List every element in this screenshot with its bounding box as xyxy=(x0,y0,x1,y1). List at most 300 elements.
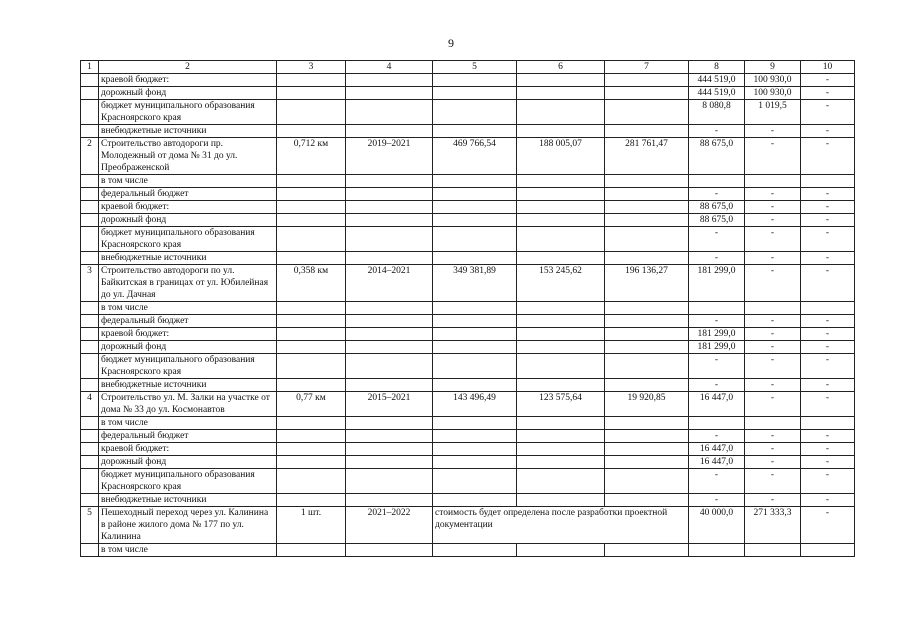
table-row xyxy=(81,544,855,557)
table-cell-col-4 xyxy=(346,430,433,443)
table-cell-col-7 xyxy=(605,469,689,494)
table-cell-col-9: - xyxy=(745,227,801,252)
table-cell-col-8: - xyxy=(689,430,745,443)
table-row xyxy=(81,302,855,315)
table-cell-col-2: федеральный бюджет xyxy=(99,315,277,328)
table-cell-col-8: 181 299,0 xyxy=(689,265,745,302)
table-cell-col-1 xyxy=(81,74,99,87)
table-cell-col-3 xyxy=(277,341,346,354)
table-cell-col-5 xyxy=(433,188,517,201)
table-cell-col-9: 100 930,0 xyxy=(745,74,801,87)
table-cell-col-3 xyxy=(277,125,346,138)
table-cell-col-10 xyxy=(801,544,855,557)
table-row xyxy=(81,138,855,175)
table-cell-col-4 xyxy=(346,456,433,469)
table-row xyxy=(81,341,855,354)
table-cell-col-2: дорожный фонд xyxy=(99,87,277,100)
table-row xyxy=(81,430,855,443)
table-cell-col-2: краевой бюджет: xyxy=(99,443,277,456)
table-cell-col-9: - xyxy=(745,379,801,392)
table-cell-col-8: 88 675,0 xyxy=(689,214,745,227)
table-cell-col-5 xyxy=(433,354,517,379)
table-cell-col-10: - xyxy=(801,138,855,175)
table-cell-col-7 xyxy=(605,201,689,214)
table-row xyxy=(81,175,855,188)
table-cell-col-4 xyxy=(346,100,433,125)
table-cell-col-5 xyxy=(433,252,517,265)
table-cell-col-4 xyxy=(346,125,433,138)
table-cell-col-4 xyxy=(346,341,433,354)
table-cell-col-6 xyxy=(517,315,605,328)
table-cell-col-7 xyxy=(605,252,689,265)
table-cell-col-9: - xyxy=(745,494,801,507)
table-cell-col-6 xyxy=(517,354,605,379)
table-cell-col-5 xyxy=(433,227,517,252)
table-cell-col-10: - xyxy=(801,328,855,341)
table-row xyxy=(81,214,855,227)
column-header: 6 xyxy=(517,61,605,74)
table-cell-col-4 xyxy=(346,443,433,456)
table-cell-col-9: - xyxy=(745,201,801,214)
table-cell-col-1 xyxy=(81,315,99,328)
table-cell-col-2: внебюджетные источники xyxy=(99,379,277,392)
table-row xyxy=(81,201,855,214)
table-cell-col-4 xyxy=(346,175,433,188)
table-cell-col-1: 5 xyxy=(81,507,99,544)
table-cell-col-5 xyxy=(433,544,517,557)
table-cell-col-7 xyxy=(605,494,689,507)
table-cell-col-1 xyxy=(81,302,99,315)
table-cell-col-9 xyxy=(745,175,801,188)
table-cell-col-5 xyxy=(433,302,517,315)
table-cell-col-1 xyxy=(81,354,99,379)
table-cell-col-7 xyxy=(605,74,689,87)
table-cell-col-4 xyxy=(346,494,433,507)
table-cell-col-5 xyxy=(433,87,517,100)
table-cell-col-3 xyxy=(277,74,346,87)
table-cell-col-5 xyxy=(433,430,517,443)
table-row xyxy=(81,252,855,265)
table-row xyxy=(81,507,855,544)
table-cell-col-1 xyxy=(81,379,99,392)
table-cell-col-2: внебюджетные источники xyxy=(99,125,277,138)
table-cell-col-6: 123 575,64 xyxy=(517,392,605,417)
table-cell-col-2: дорожный фонд xyxy=(99,456,277,469)
table-cell-col-1 xyxy=(81,443,99,456)
column-header: 2 xyxy=(99,61,277,74)
table-cell-col-1 xyxy=(81,469,99,494)
table-cell-col-4 xyxy=(346,252,433,265)
table-cell-col-10: - xyxy=(801,214,855,227)
table-cell-col-10: - xyxy=(801,341,855,354)
table-cell-col-10: - xyxy=(801,456,855,469)
table-cell-col-9: - xyxy=(745,252,801,265)
table-cell-col-7 xyxy=(605,214,689,227)
table-row xyxy=(81,328,855,341)
table-cell-col-7 xyxy=(605,315,689,328)
budget-table xyxy=(80,60,855,557)
table-row xyxy=(81,379,855,392)
table-cell-col-1: 2 xyxy=(81,138,99,175)
table-cell-col-10: - xyxy=(801,188,855,201)
table-cell-col-4 xyxy=(346,201,433,214)
table-cell-col-5 xyxy=(433,175,517,188)
table-cell-col-9 xyxy=(745,544,801,557)
table-cell-col-1 xyxy=(81,456,99,469)
table-cell-col-10: - xyxy=(801,354,855,379)
table-cell-col-7 xyxy=(605,417,689,430)
table-cell-col-10: - xyxy=(801,125,855,138)
table-cell-col-3 xyxy=(277,328,346,341)
table-cell-col-8: 8 080,8 xyxy=(689,100,745,125)
table-cell-col-3 xyxy=(277,214,346,227)
table-cell-col-1: 3 xyxy=(81,265,99,302)
table-cell-col-7 xyxy=(605,125,689,138)
table-cell-col-5 xyxy=(433,469,517,494)
header-row xyxy=(81,61,855,74)
table-cell-col-7: 196 136,27 xyxy=(605,265,689,302)
table-cell-col-8: 16 447,0 xyxy=(689,392,745,417)
table-cell-col-2: Пешеходный переход через ул. Калинина в районе жилого дома № 177 по ул. Калинина xyxy=(99,507,277,544)
table-cell-col-3 xyxy=(277,469,346,494)
table-cell-col-2: краевой бюджет: xyxy=(99,201,277,214)
table-cell-col-8: - xyxy=(689,252,745,265)
table-cell-col-3 xyxy=(277,227,346,252)
table-cell-col-7 xyxy=(605,188,689,201)
table-cell-col-8: - xyxy=(689,315,745,328)
table-cell-col-7: 281 761,47 xyxy=(605,138,689,175)
table-row xyxy=(81,443,855,456)
table-cell-col-1 xyxy=(81,328,99,341)
table-cell-col-8: - xyxy=(689,125,745,138)
table-cell-col-5 xyxy=(433,417,517,430)
table-cell-col-10: - xyxy=(801,507,855,544)
table-cell-col-6 xyxy=(517,494,605,507)
table-cell-col-10: - xyxy=(801,379,855,392)
table-cell-col-1 xyxy=(81,341,99,354)
table-cell-col-7 xyxy=(605,443,689,456)
table-cell-col-7 xyxy=(605,354,689,379)
table-cell-col-4 xyxy=(346,87,433,100)
table-cell-col-9: - xyxy=(745,125,801,138)
table-cell-col-10: - xyxy=(801,469,855,494)
table-cell-col-9 xyxy=(745,302,801,315)
table-cell-col-3 xyxy=(277,315,346,328)
table-row xyxy=(81,188,855,201)
table-cell-col-8: 16 447,0 xyxy=(689,456,745,469)
table-cell-col-2: федеральный бюджет xyxy=(99,430,277,443)
table-cell-col-5 xyxy=(433,456,517,469)
column-header: 8 xyxy=(689,61,745,74)
table-cell-col-3: 1 шт. xyxy=(277,507,346,544)
table-cell-col-1 xyxy=(81,125,99,138)
table-cell-col-2: бюджет муниципального образования Красноярского края xyxy=(99,227,277,252)
table-cell-col-9 xyxy=(745,417,801,430)
table-cell-col-6: 153 245,62 xyxy=(517,265,605,302)
table-row xyxy=(81,469,855,494)
table-cell-col-5: 143 496,49 xyxy=(433,392,517,417)
table-cell-col-6 xyxy=(517,302,605,315)
table-cell-col-3 xyxy=(277,100,346,125)
table-body xyxy=(81,61,855,557)
table-row xyxy=(81,417,855,430)
column-header: 7 xyxy=(605,61,689,74)
table-cell-col-2: в том числе xyxy=(99,175,277,188)
table-cell-col-3 xyxy=(277,354,346,379)
table-cell-col-6 xyxy=(517,430,605,443)
table-cell-col-8: - xyxy=(689,469,745,494)
table-cell-col-4 xyxy=(346,227,433,252)
table-cell-col-6 xyxy=(517,188,605,201)
table-cell-col-9: 100 930,0 xyxy=(745,87,801,100)
table-cell-col-8: - xyxy=(689,188,745,201)
table-row xyxy=(81,100,855,125)
table-cell-col-10 xyxy=(801,175,855,188)
table-cell-col-10: - xyxy=(801,252,855,265)
table-cell-col-4 xyxy=(346,214,433,227)
table-cell-col-10: - xyxy=(801,100,855,125)
table-cell-col-2: Строительство автодороги пр. Молодежный от дома № 31 до ул. Преображенской xyxy=(99,138,277,175)
table-cell-col-9: - xyxy=(745,443,801,456)
table-cell-col-9: - xyxy=(745,456,801,469)
table-cell-col-1 xyxy=(81,87,99,100)
table-cell-col-2: бюджет муниципального образования Красноярского края xyxy=(99,469,277,494)
table-cell-col-6 xyxy=(517,201,605,214)
table-row xyxy=(81,392,855,417)
table-cell-col-8: 88 675,0 xyxy=(689,138,745,175)
table-cell-col-10 xyxy=(801,417,855,430)
table-cell-col-10 xyxy=(801,302,855,315)
table-row xyxy=(81,227,855,252)
table-cell-col-2: Строительство ул. М. Залки на участке от дома № 33 до ул. Космонавтов xyxy=(99,392,277,417)
table-cell-col-6 xyxy=(517,443,605,456)
table-cell-col-3 xyxy=(277,87,346,100)
table-cell-col-6 xyxy=(517,379,605,392)
table-cell-col-7 xyxy=(605,227,689,252)
table-cell-col-2: дорожный фонд xyxy=(99,341,277,354)
table-cell-col-3 xyxy=(277,252,346,265)
table-cell-col-2: федеральный бюджет xyxy=(99,188,277,201)
table-cell-col-1 xyxy=(81,100,99,125)
table-cell-col-9: - xyxy=(745,328,801,341)
table-cell-col-2: внебюджетные источники xyxy=(99,494,277,507)
table-cell-col-9: - xyxy=(745,214,801,227)
table-cell-col-8: - xyxy=(689,494,745,507)
table-cell-col-3 xyxy=(277,544,346,557)
table-cell-col-5 xyxy=(433,341,517,354)
table-cell-col-5 xyxy=(433,74,517,87)
table-cell-col-5 xyxy=(433,379,517,392)
table-row xyxy=(81,87,855,100)
table-cell-col-10: - xyxy=(801,315,855,328)
column-header: 10 xyxy=(801,61,855,74)
table-cell-col-4: 2019–2021 xyxy=(346,138,433,175)
table-cell-col-9: 271 333,3 xyxy=(745,507,801,544)
table-cell-col-3 xyxy=(277,417,346,430)
page-number: 9 xyxy=(448,36,454,50)
table-cell-col-8: 88 675,0 xyxy=(689,201,745,214)
table-cell-col-6 xyxy=(517,87,605,100)
table-cell-col-9: - xyxy=(745,265,801,302)
table-cell-col-3: 0,77 км xyxy=(277,392,346,417)
table-cell-col-4 xyxy=(346,469,433,494)
table-cell-col-1 xyxy=(81,201,99,214)
table-row xyxy=(81,354,855,379)
table-cell-col-6 xyxy=(517,125,605,138)
table-cell-col-8: - xyxy=(689,354,745,379)
table-cell-col-6: 188 005,07 xyxy=(517,138,605,175)
table-cell-col-8: 444 519,0 xyxy=(689,74,745,87)
table-cell-col-8 xyxy=(689,417,745,430)
table-cell-col-9: - xyxy=(745,315,801,328)
table-cell-col-7 xyxy=(605,100,689,125)
table-cell-col-8: - xyxy=(689,379,745,392)
column-header: 4 xyxy=(346,61,433,74)
table-cell-col-3 xyxy=(277,430,346,443)
table-row xyxy=(81,74,855,87)
table-cell-col-10: - xyxy=(801,87,855,100)
table-cell-col-7 xyxy=(605,302,689,315)
table-cell-col-2: в том числе xyxy=(99,302,277,315)
table-row xyxy=(81,125,855,138)
table-cell-col-3 xyxy=(277,456,346,469)
table-cell-col-7 xyxy=(605,379,689,392)
table-cell-col-4 xyxy=(346,544,433,557)
table-cell-col-6 xyxy=(517,74,605,87)
table-cell-col-2: в том числе xyxy=(99,544,277,557)
table-cell-col-1 xyxy=(81,544,99,557)
table-cell-col-8: 181 299,0 xyxy=(689,328,745,341)
table-cell-col-3 xyxy=(277,494,346,507)
table-cell-col-4: 2021–2022 xyxy=(346,507,433,544)
table-cell-col-8: 40 000,0 xyxy=(689,507,745,544)
table-cell-col-6 xyxy=(517,214,605,227)
table-cell-col-10: - xyxy=(801,392,855,417)
table-cell-col-5: 469 766,54 xyxy=(433,138,517,175)
table-cell-col-8 xyxy=(689,175,745,188)
table-cell-col-5 xyxy=(433,315,517,328)
table-cell-col-6 xyxy=(517,469,605,494)
table-cell-col-3 xyxy=(277,302,346,315)
table-cell-col-1 xyxy=(81,227,99,252)
table-cell-col-8: 181 299,0 xyxy=(689,341,745,354)
table-row xyxy=(81,265,855,302)
table-cell-col-1 xyxy=(81,417,99,430)
table-cell-col-3 xyxy=(277,175,346,188)
table-cell-col-5 xyxy=(433,328,517,341)
table-cell-col-5 xyxy=(433,201,517,214)
column-header: 5 xyxy=(433,61,517,74)
table-cell-col-7 xyxy=(605,430,689,443)
table-cell-col-5 xyxy=(433,125,517,138)
table-cell-col-9: 1 019,5 xyxy=(745,100,801,125)
table-cell-col-4 xyxy=(346,315,433,328)
table-cell-col-4 xyxy=(346,302,433,315)
table-cell-col-4 xyxy=(346,328,433,341)
table-cell-col-2: краевой бюджет: xyxy=(99,74,277,87)
table-cell-col-6 xyxy=(517,175,605,188)
table-cell-col-4: 2015–2021 xyxy=(346,392,433,417)
table-cell-col-8: - xyxy=(689,227,745,252)
table-cell-col-2: дорожный фонд xyxy=(99,214,277,227)
table-cell-col-3: 0,712 км xyxy=(277,138,346,175)
table-cell-col-7: 19 920,85 xyxy=(605,392,689,417)
table-cell-col-8: 444 519,0 xyxy=(689,87,745,100)
table-cell-col-8 xyxy=(689,544,745,557)
table-cell-col-9: - xyxy=(745,354,801,379)
table-cell-col-5 xyxy=(433,214,517,227)
table-cell-col-6 xyxy=(517,341,605,354)
table-row xyxy=(81,456,855,469)
table-cell-col-1: 4 xyxy=(81,392,99,417)
table-cell-col-3 xyxy=(277,188,346,201)
table-cell-col-5 xyxy=(433,100,517,125)
table-cell-col-6 xyxy=(517,544,605,557)
table-cell-col-7 xyxy=(605,456,689,469)
table-cell-col-10: - xyxy=(801,443,855,456)
column-header: 3 xyxy=(277,61,346,74)
table-cell-col-5 xyxy=(433,443,517,456)
table-cell-col-5: 349 381,89 xyxy=(433,265,517,302)
table-cell-col-9: - xyxy=(745,392,801,417)
table-cell-col-3: 0,358 км xyxy=(277,265,346,302)
table-cell-col-6 xyxy=(517,417,605,430)
table-cell-col-2: краевой бюджет: xyxy=(99,328,277,341)
table-cell-col-3 xyxy=(277,201,346,214)
table-cell-col-6 xyxy=(517,252,605,265)
table-cell-col-9: - xyxy=(745,341,801,354)
table-cell-col-4 xyxy=(346,188,433,201)
table-cell-col-10: - xyxy=(801,201,855,214)
table-cell-col-1 xyxy=(81,214,99,227)
table-cell-col-2: Строительство автодороги по ул. Байкитская в границах от ул. Юбилейная до ул. Дачная xyxy=(99,265,277,302)
table-cell-col-8 xyxy=(689,302,745,315)
table-cell-col-4: 2014–2021 xyxy=(346,265,433,302)
table-cell-col-4 xyxy=(346,417,433,430)
table-cell-col-2: бюджет муниципального образования Красноярского края xyxy=(99,100,277,125)
table-cell-col-1 xyxy=(81,188,99,201)
table-cell-col-1 xyxy=(81,175,99,188)
column-header: 9 xyxy=(745,61,801,74)
column-header: 1 xyxy=(81,61,99,74)
table-cell-col-10: - xyxy=(801,227,855,252)
table-cell-col-10: - xyxy=(801,265,855,302)
table-cell-col-7 xyxy=(605,175,689,188)
table-cell-col-6 xyxy=(517,328,605,341)
table-cell-col-3 xyxy=(277,379,346,392)
table-cell-col-1 xyxy=(81,430,99,443)
table-cell-col-7 xyxy=(605,87,689,100)
table-cell-col-6 xyxy=(517,100,605,125)
table-row xyxy=(81,494,855,507)
table-cell-col-4 xyxy=(346,354,433,379)
table-cell-col-7 xyxy=(605,341,689,354)
table-cell-col-4 xyxy=(346,379,433,392)
table-cell-col-7 xyxy=(605,328,689,341)
table-cell-col-2: внебюджетные источники xyxy=(99,252,277,265)
table-cell-col-6 xyxy=(517,456,605,469)
table-cell-col-6 xyxy=(517,227,605,252)
table-cell-col-4 xyxy=(346,74,433,87)
table-cell-col-1 xyxy=(81,252,99,265)
cost-note-cell: стоимость будет определена после разработки проектной документации xyxy=(433,507,689,544)
table-cell-col-1 xyxy=(81,494,99,507)
table-cell-col-9: - xyxy=(745,188,801,201)
table-cell-col-10: - xyxy=(801,74,855,87)
table-cell-col-7 xyxy=(605,544,689,557)
table-cell-col-2: бюджет муниципального образования Красноярского края xyxy=(99,354,277,379)
table-cell-col-10: - xyxy=(801,494,855,507)
